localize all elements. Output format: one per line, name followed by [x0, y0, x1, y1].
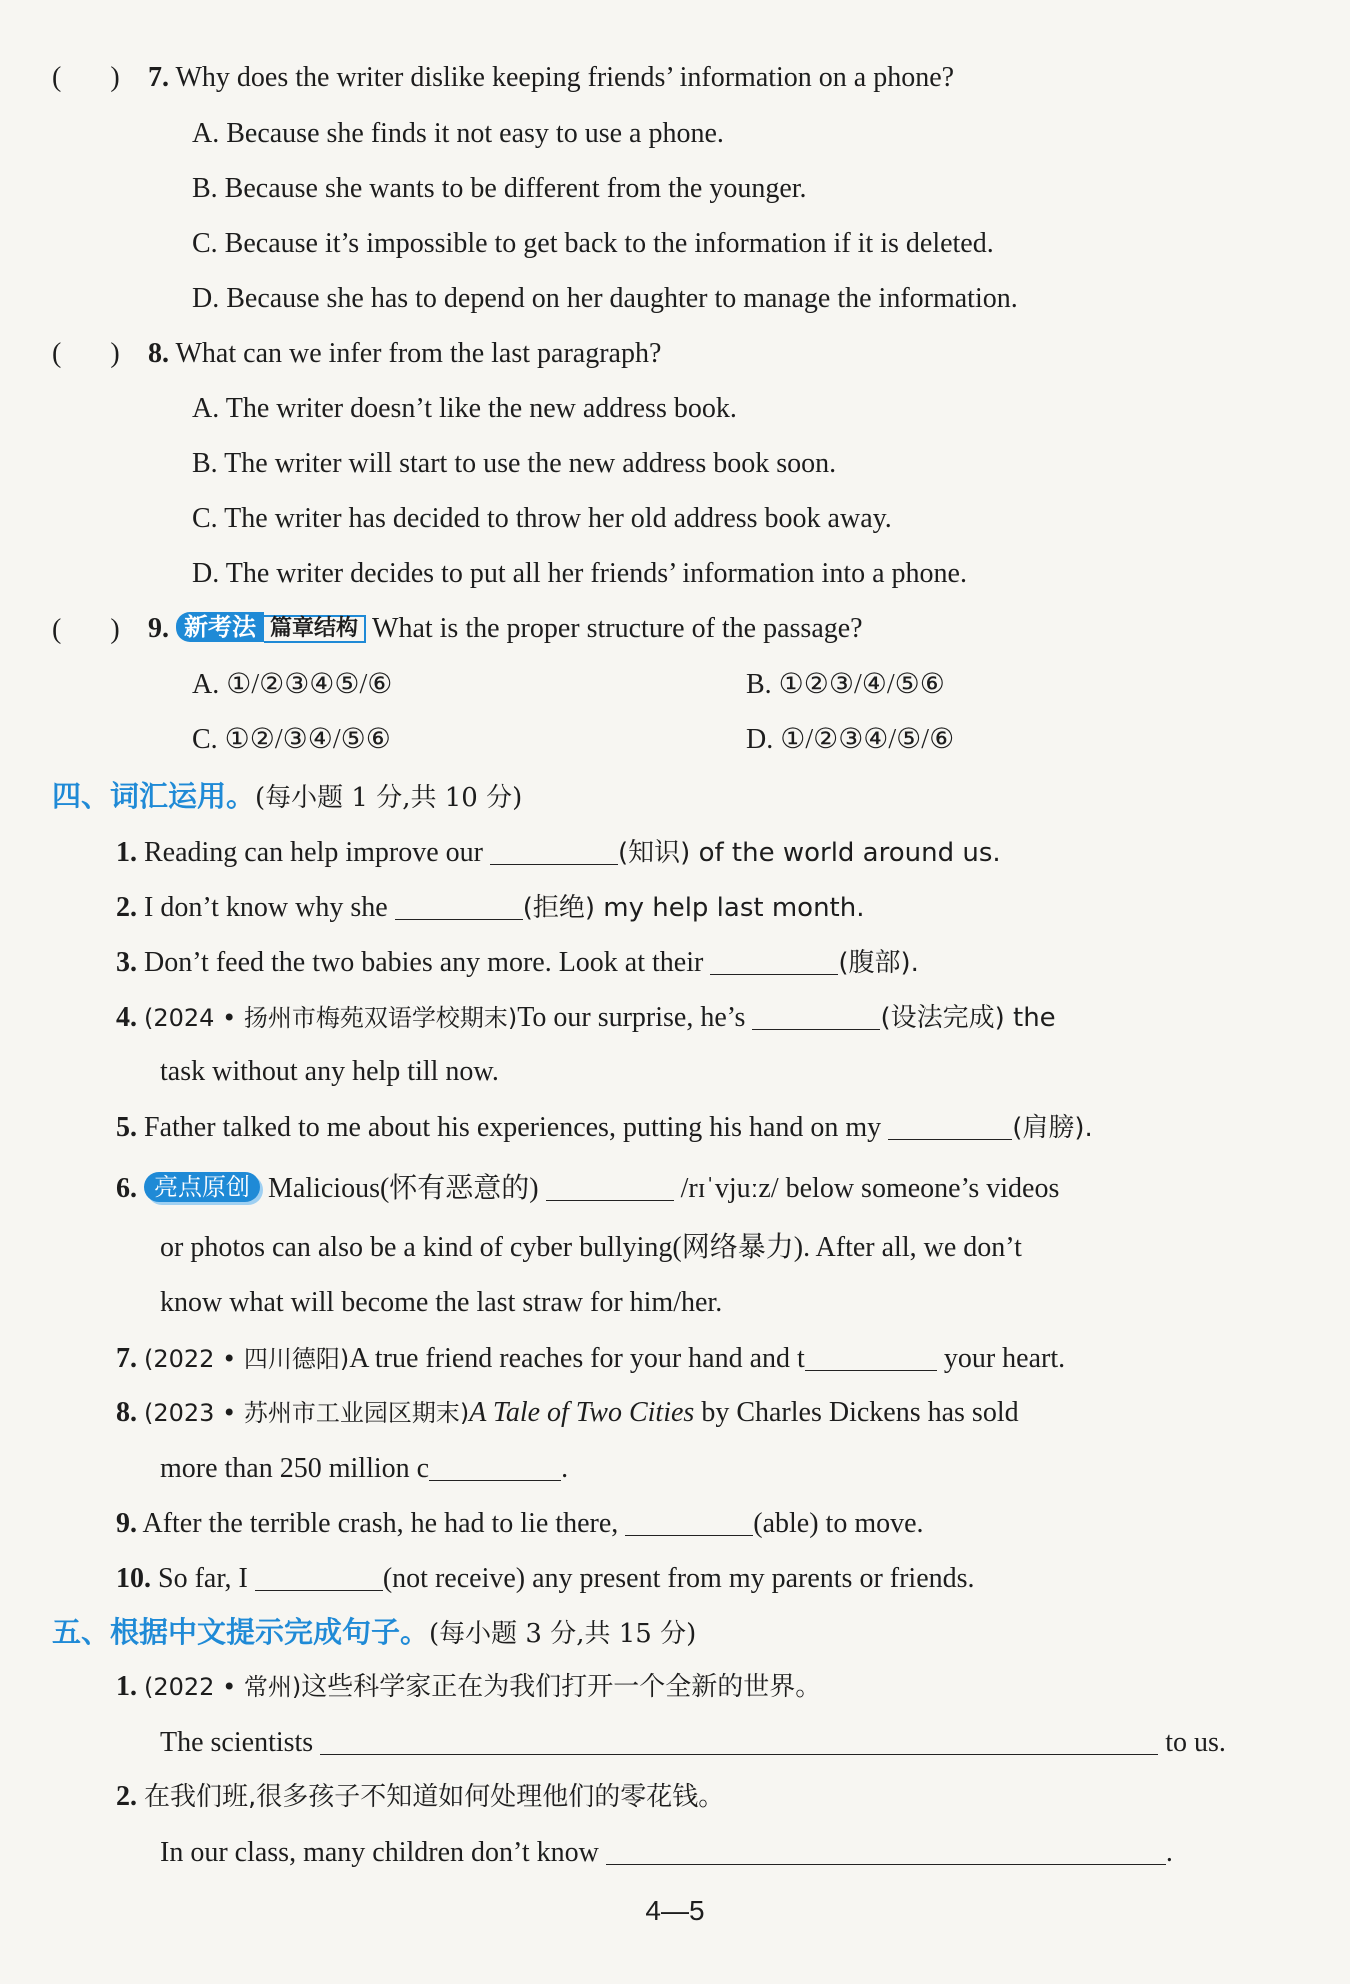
answer-bracket: ( ) — [52, 338, 120, 369]
vocab-item-8: 8. (2023 • 苏州市工业园区期末)A Tale of Two Cities by Charles Dickens has sold — [116, 1397, 1019, 1428]
original-badge: 亮点原创 — [144, 1172, 260, 1202]
question-7-stem: 7. Why does the writer dislike keeping friends’ information on a phone? — [148, 62, 955, 93]
vocab-item-8-cont: more than 250 million c . — [160, 1453, 569, 1484]
answer-blank[interactable] — [805, 1344, 937, 1371]
vocab-item-4-cont: task without any help till now. — [160, 1056, 499, 1087]
vocab-item-6-cont: or photos can also be a kind of cyber bullying(网络暴力). After all, we don’t — [160, 1232, 1022, 1263]
vocab-item-9: 9. After the terrible crash, he had to lie there, (able) to move. — [116, 1508, 924, 1539]
answer-line[interactable] — [606, 1838, 1166, 1865]
new-method-badge: 新考法 — [176, 612, 264, 642]
question-8-stem: 8. What can we infer from the last paragraph? — [148, 338, 662, 369]
q8-option-c: C. The writer has decided to throw her old address book away. — [192, 503, 892, 534]
vocab-item-4: 4. (2024 • 扬州市梅苑双语学校期末)To our surprise, he’s (设法完成) the — [116, 1002, 1056, 1033]
translation-item-2-answer: In our class, many children don’t know . — [160, 1837, 1173, 1868]
q7-option-b: B. Because she wants to be different from the younger. — [192, 173, 807, 204]
answer-bracket: ( ) — [52, 614, 120, 645]
vocab-item-10: 10. So far, I (not receive) any present from my parents or friends. — [116, 1563, 975, 1594]
answer-blank[interactable] — [546, 1174, 674, 1201]
vocab-item-1: 1. Reading can help improve our (知识) of the world around us. — [116, 837, 1001, 868]
section-4-heading: 四、词汇运用。(每小题 1 分,共 10 分) — [52, 779, 523, 813]
vocab-item-3: 3. Don’t feed the two babies any more. Look at their (腹部). — [116, 947, 919, 978]
q8-option-d: D. The writer decides to put all her friends’ information into a phone. — [192, 558, 967, 589]
q9-option-a: A. ①/②③④⑤/⑥ — [192, 669, 393, 700]
q7-option-c: C. Because it’s impossible to get back to the information if it is deleted. — [192, 228, 994, 259]
structure-tag: 篇章结构 — [264, 615, 366, 643]
translation-item-2: 2. 在我们班,很多孩子不知道如何处理他们的零花钱。 — [116, 1781, 725, 1812]
question-9-stem: 9. 新考法 篇章结构 What is the proper structure of the passage? — [148, 613, 863, 644]
q9-option-b: B. ①②③/④/⑤⑥ — [746, 669, 945, 700]
page-number: 4—5 — [645, 1895, 705, 1926]
answer-blank[interactable] — [429, 1454, 561, 1481]
vocab-item-5: 5. Father talked to me about his experiences, putting his hand on my (肩膀). — [116, 1112, 1093, 1143]
section-5-heading: 五、根据中文提示完成句子。(每小题 3 分,共 15 分) — [52, 1615, 697, 1649]
answer-bracket: ( ) — [52, 62, 120, 93]
answer-blank[interactable] — [752, 1003, 880, 1030]
answer-blank[interactable] — [888, 1113, 1012, 1140]
q8-option-b: B. The writer will start to use the new address book soon. — [192, 448, 837, 479]
q7-option-a: A. Because she finds it not easy to use a phone. — [192, 118, 724, 149]
answer-blank[interactable] — [255, 1564, 383, 1591]
q9-option-d: D. ①/②③④/⑤/⑥ — [746, 724, 955, 755]
q9-option-c: C. ①②/③④/⑤⑥ — [192, 724, 391, 755]
translation-item-1-answer: The scientists to us. — [160, 1727, 1226, 1758]
answer-blank[interactable] — [710, 948, 838, 975]
answer-blank[interactable] — [625, 1509, 753, 1536]
answer-line[interactable] — [320, 1728, 1158, 1755]
answer-blank[interactable] — [395, 893, 523, 920]
vocab-item-7: 7. (2022 • 四川德阳)A true friend reaches for your hand and t your heart. — [116, 1343, 1066, 1374]
vocab-item-6: 6. 亮点原创 Malicious(怀有恶意的) /rɪˈvjuːz/ below someone’s videos — [116, 1173, 1060, 1204]
vocab-item-2: 2. I don’t know why she (拒绝) my help last month. — [116, 892, 865, 923]
q8-option-a: A. The writer doesn’t like the new address book. — [192, 393, 737, 424]
vocab-item-6-cont2: know what will become the last straw for him/her. — [160, 1287, 723, 1318]
answer-blank[interactable] — [490, 838, 618, 865]
translation-item-1: 1. (2022 • 常州)这些科学家正在为我们打开一个全新的世界。 — [116, 1671, 822, 1702]
q7-option-d: D. Because she has to depend on her daughter to manage the information. — [192, 283, 1018, 314]
